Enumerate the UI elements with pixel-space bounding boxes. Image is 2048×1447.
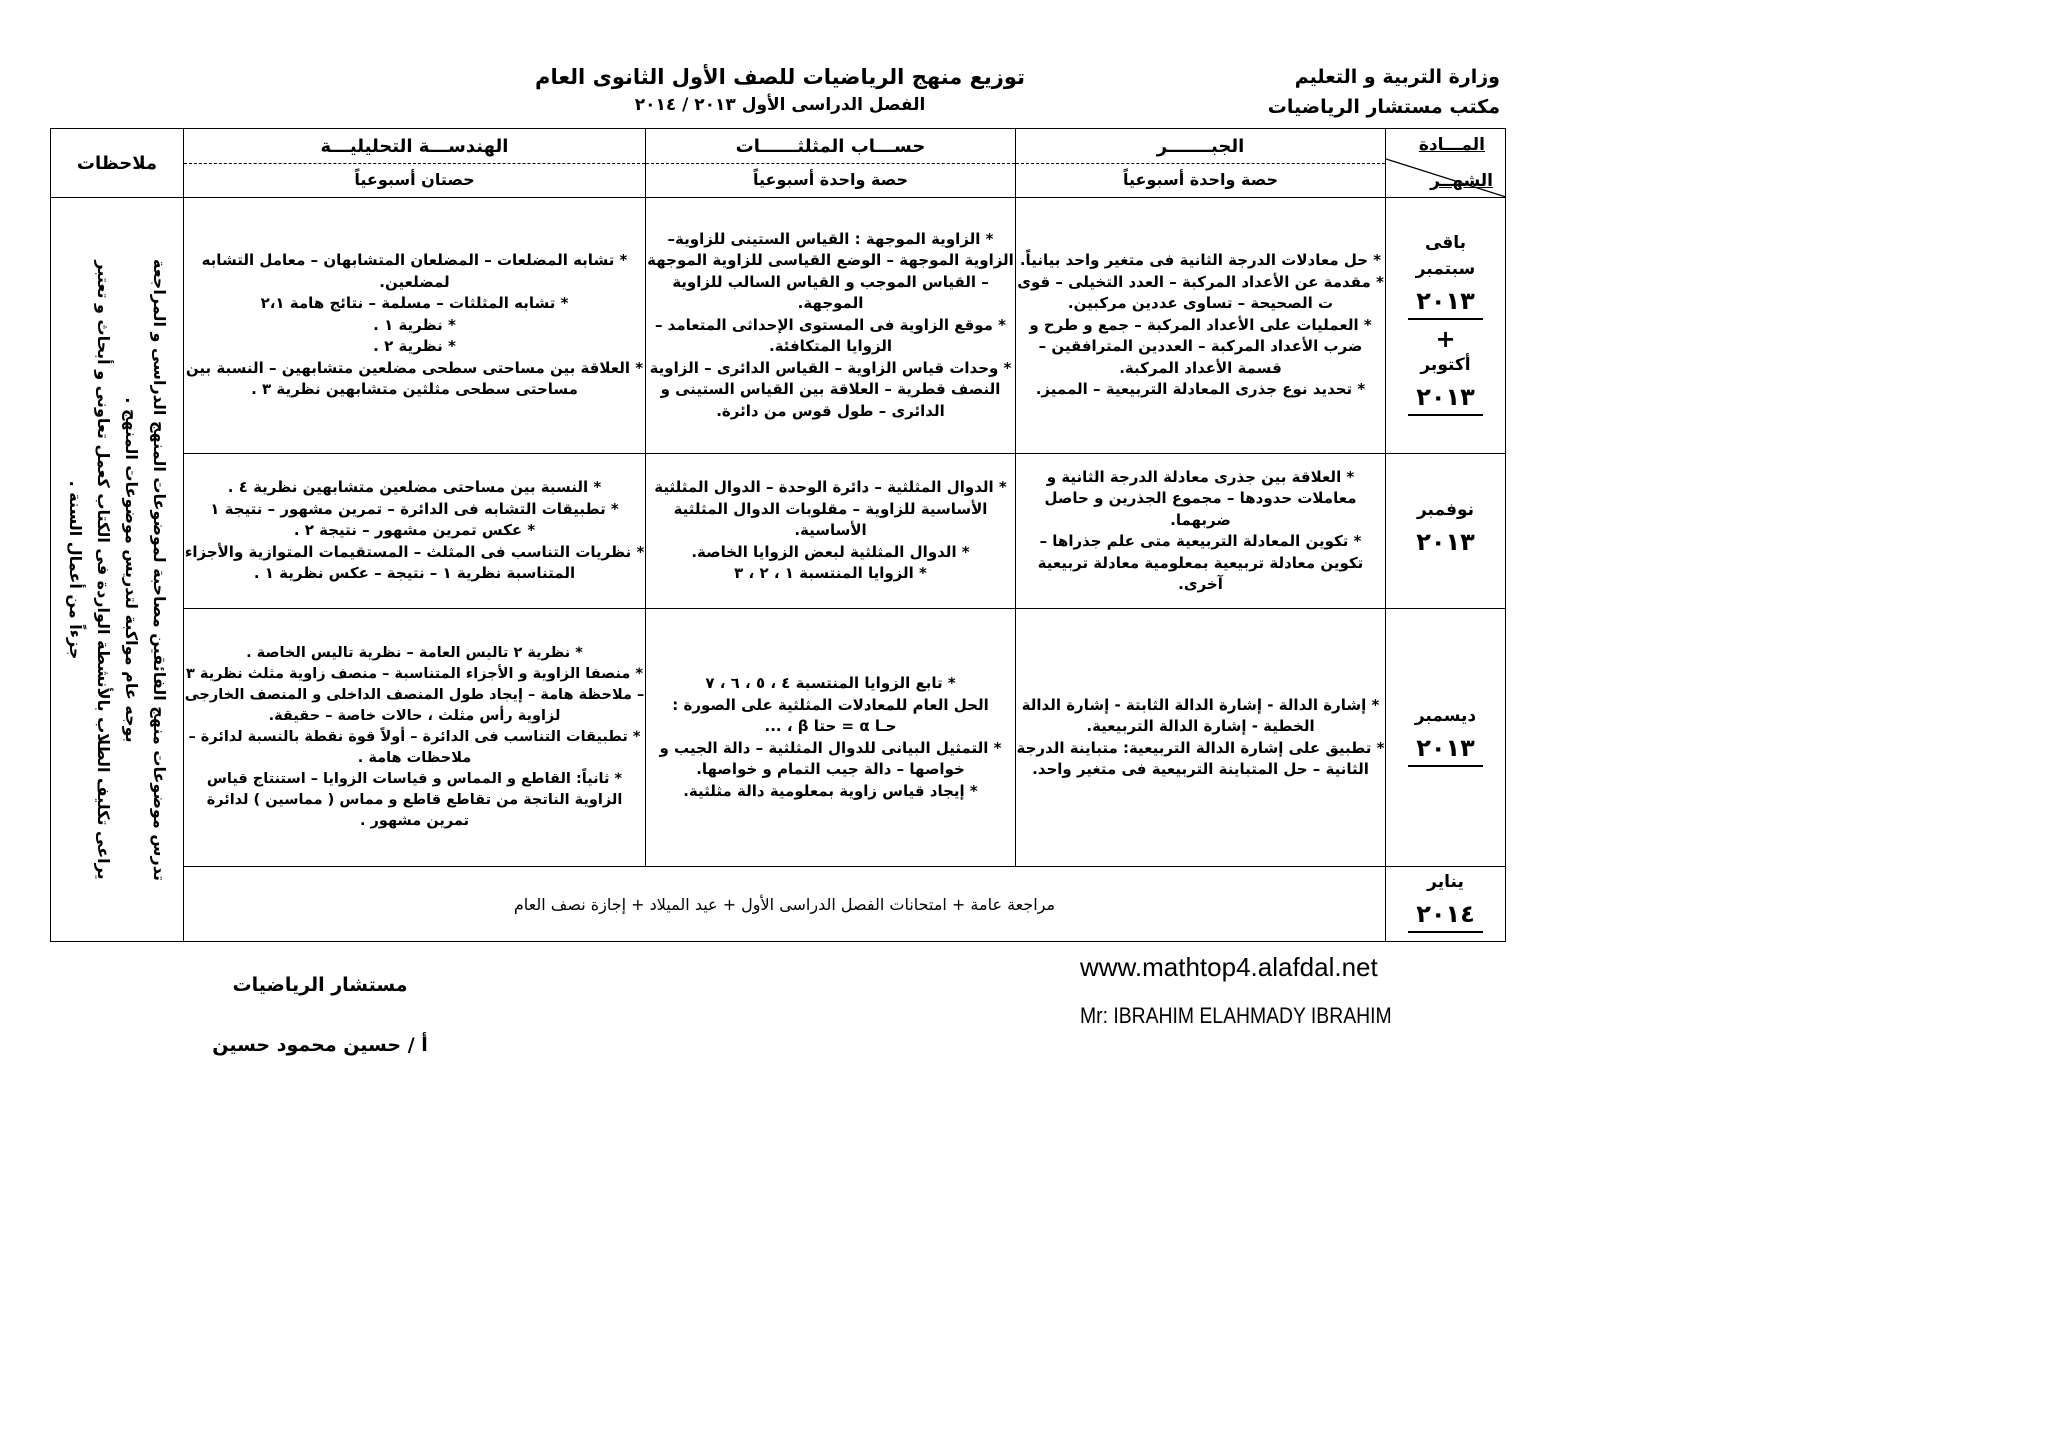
- list-item: * موقع الزاوية فى المستوى الإحداثى المتعامد – الزوايا المتكافئة.: [654, 315, 1007, 356]
- month-cell: [1386, 198, 1506, 454]
- trigonometry-content: [646, 454, 1016, 609]
- list-item: * العلاقة بين جذرى معادلة الدرجة الثانية و معاملات حدودها – مجموع الجذرين و حاصل ضربهما.: [1044, 467, 1357, 529]
- curriculum-table: [50, 128, 1506, 942]
- term-line: [480, 92, 1080, 118]
- month-label: يناير: [1427, 872, 1464, 892]
- header-ministry-block: [1268, 62, 1500, 122]
- academic-years: ٢٠١٣ / ٢٠١٤: [634, 95, 736, 115]
- website-text: www.mathtop4.alafdal.net: [1080, 952, 1378, 982]
- table-row: [51, 454, 1506, 609]
- notes-text: [61, 250, 173, 890]
- corner-month-label: الشهــر: [1430, 171, 1493, 191]
- note-item: يراعى تكليف الطلاب بالأنشطة الواردة فى الكتاب كعمل تعاونى و أبحاث و تعتبر جزءاً من أعمال السنة .: [66, 259, 113, 880]
- term-label: الفصل الدراسى الأول: [741, 95, 926, 115]
- year-label: ٢٠١٣: [1408, 735, 1483, 767]
- corner-subject-label: المـــادة: [1418, 135, 1485, 155]
- month-label: ديسمبر: [1414, 705, 1477, 726]
- month-cell: [1386, 867, 1506, 942]
- notes-cell: [51, 198, 184, 942]
- document-title: توزيع منهج الرياضيات للصف الأول الثانوى العام: [535, 65, 1025, 89]
- year-label: ٢٠١٣: [1416, 528, 1475, 556]
- list-item: * منصفا الزاوية و الأجزاء المتناسبة – منصف زاوية مثلث نظرية ٣ – ملاحظة هامة – إيجاد طول المنصف الداخلى و المنصف الخارجى لزاوية رأس مثلث ، حالات خاصة – حقيقة.: [184, 666, 645, 724]
- table-header-row: [51, 129, 1506, 198]
- subject-load: حصة واحدة أسبوعياً: [752, 169, 909, 189]
- list-item: * وحدات قياس الزاوية – القياس الدائرى – الزاوية النصف قطرية – العلاقة بين القياس الستينى و الدائرى – طول قوس من دائرة.: [649, 358, 1012, 420]
- note-item: تدرس موضوعات منهج الفائقين مصاحبة لموضوعات المنهج الدراسى و المراجعة بوجه عام مواكبة لتدريس موضوعات المنهج .: [122, 258, 169, 881]
- geometry-content: [184, 454, 646, 609]
- list-item: * الدوال المثلثية – دائرة الوحدة – الدوال المثلثية الأساسية للزاوية – مقلوبات الدوال المثلثية الأساسية.: [654, 478, 1007, 540]
- table-row: [51, 609, 1506, 867]
- algebra-content: [1016, 198, 1386, 454]
- list-item: * نظرية ١ .: [373, 315, 456, 334]
- geometry-content: [184, 198, 646, 454]
- list-item: * الدوال المثلثية لبعض الزوايا الخاصة.: [691, 542, 970, 561]
- corner-cell: [1386, 129, 1506, 198]
- table-row: [51, 867, 1506, 942]
- list-item: * نظرية ٢ تاليس العامة – نظرية تاليس الخاصة .: [246, 645, 583, 661]
- advisor-name: أ / حسين محمود حسين: [212, 1034, 428, 1056]
- list-item: * النسبة بين مساحتى مضلعين متشابهين نظرية ٤ .: [227, 478, 602, 497]
- list-item: * تابع الزوايا المنتسبة ٤ ، ٥ ، ٦ ، ٧: [705, 674, 956, 692]
- list-item: الحل العام للمعادلات المثلثية على الصورة :: [672, 695, 989, 714]
- list-item: * العمليات على الأعداد المركبة – جمع و طرح و ضرب الأعداد المركبة – العددين المترافقين – قسمة الأعداد المركبة.: [1029, 315, 1372, 377]
- list-item: * إيجاد قياس زاوية بمعلومية دالة مثلثية.: [683, 781, 978, 800]
- list-item: حـا α = حتا β ، ...: [764, 717, 897, 735]
- subject-header-geometry: [184, 129, 646, 198]
- year-label: ٢٠١٣: [1408, 288, 1483, 320]
- list-item: * تشابه المثلثات – مسلمة – نتائج هامة ٢،١: [260, 294, 569, 313]
- subject-name: الهندســـة التحليليـــة: [184, 132, 645, 164]
- subject-header-trigonometry: [646, 129, 1016, 198]
- review-cell: مراجعة عامة + امتحانات الفصل الدراسى الأول + عيد الميلاد + إجازة نصف العام: [184, 867, 1386, 942]
- list-item: * العلاقة بين مساحتى سطحى مضلعين متشابهين – النسبة بين مساحتى سطحى مثلثين متشابهين نظرية ٣ .: [185, 358, 644, 399]
- list-item: * الزوايا المنتسبة ١ ، ٢ ، ٣: [734, 564, 927, 583]
- list-item: * تحديد نوع جذرى المعادلة التربيعية – المميز.: [1035, 380, 1366, 399]
- trigonometry-content: [646, 198, 1016, 454]
- subject-name: الجبـــــــر: [1016, 132, 1385, 164]
- year-label: ٢٠١٣: [1408, 384, 1483, 416]
- subject-load: حصة واحدة أسبوعياً: [1122, 169, 1279, 189]
- algebra-content: [1016, 609, 1386, 867]
- subject-load: حصتان أسبوعياً: [354, 169, 475, 189]
- month-label: باقى: [1424, 232, 1467, 253]
- list-item: * إشارة الدالة - إشارة الدالة الثابتة - إشارة الدالة الخطية - إشارة الدالة التربيعية.: [1021, 695, 1380, 735]
- list-item: * عكس تمرين مشهور – نتيجة ٢ .: [293, 521, 536, 540]
- trigonometry-content: [646, 609, 1016, 867]
- list-item: * تكوين المعادلة التربيعية متى علم جذراها – تكوين معادلة تربيعية بمعلومية معادلة تربيعية آخرى.: [1037, 532, 1364, 593]
- office-name: مكتب مستشار الرياضيات: [1267, 96, 1500, 118]
- list-item: * تطبيقات التناسب فى الدائرة – أولاً قوة نقطة بالنسبة لدائرة – ملاحظات هامة .: [188, 729, 641, 766]
- advisor-signature: [210, 955, 430, 1075]
- list-item: * تطبيقات التشابه فى الدائرة – تمرين مشهور – نتيجة ١: [210, 499, 619, 518]
- notes-header: ملاحظات: [51, 129, 184, 198]
- list-item: * نظريات التناسب فى المثلث – المستقيمات المتوازية والأجزاء المتناسبة نظرية ١ – نتيجة – عكس نظرية ١ .: [184, 542, 645, 583]
- month-label: أكتوبر: [1420, 354, 1471, 375]
- month-label: سبتمبر: [1415, 258, 1476, 279]
- list-item: * مقدمة عن الأعداد المركبة – العدد التخيلى – قوى ت الصحيحة – تساوى عددين مركبين.: [1017, 272, 1384, 313]
- author-name: Mr: IBRAHIM ELAHMADY IBRAHIM: [1080, 1003, 1392, 1028]
- list-item: * تطبيق على إشارة الدالة التربيعية: متباينة الدرجة الثانية – حل المتباينة التربيعية فى متغير واحد.: [1016, 738, 1385, 778]
- plus-sign: +: [1435, 324, 1456, 353]
- ministry-name: وزارة التربية و التعليم: [1294, 66, 1500, 88]
- list-item: * ثانياً: القاطع و المماس و قياسات الزوايا – استنتاج قياس الزاوية الناتجة من تقاطع قاطع و مماس ( مماسين ) لدائرة تمرين مشهور .: [206, 771, 623, 829]
- subject-name: حســـاب المثلثــــــات: [646, 132, 1015, 164]
- list-item: * التمثيل البيانى للدوال المثلثية – دالة الجيب و خواصها – دالة جيب التمام و خواصها.: [659, 738, 1002, 778]
- month-cell: [1386, 609, 1506, 867]
- table-row: [51, 198, 1506, 454]
- geometry-content: [184, 609, 646, 867]
- algebra-content: [1016, 454, 1386, 609]
- month-label: نوفمبر: [1416, 500, 1475, 520]
- month-cell: [1386, 454, 1506, 609]
- subject-header-algebra: [1016, 129, 1386, 198]
- advisor-title: مستشار الرياضيات: [232, 974, 408, 996]
- list-item: * نظرية ٢ .: [373, 337, 456, 356]
- list-item: * الزاوية الموجهة : القياس الستينى للزاوية– الزاوية الموجهة – الوضع القياسى للزاوية الموجهة – القياس الموجب و القياس السالب للزاوية الموجهة.: [647, 229, 1014, 313]
- header-title-block: [480, 62, 1080, 118]
- list-item: * تشابه المضلعات – المضلعان المتشابهان – معامل التشابه لمضلعين.: [201, 251, 628, 291]
- list-item: * حل معادلات الدرجة الثانية فى متغير واحد بيانياً.: [1019, 251, 1382, 270]
- year-label: ٢٠١٤: [1408, 901, 1483, 933]
